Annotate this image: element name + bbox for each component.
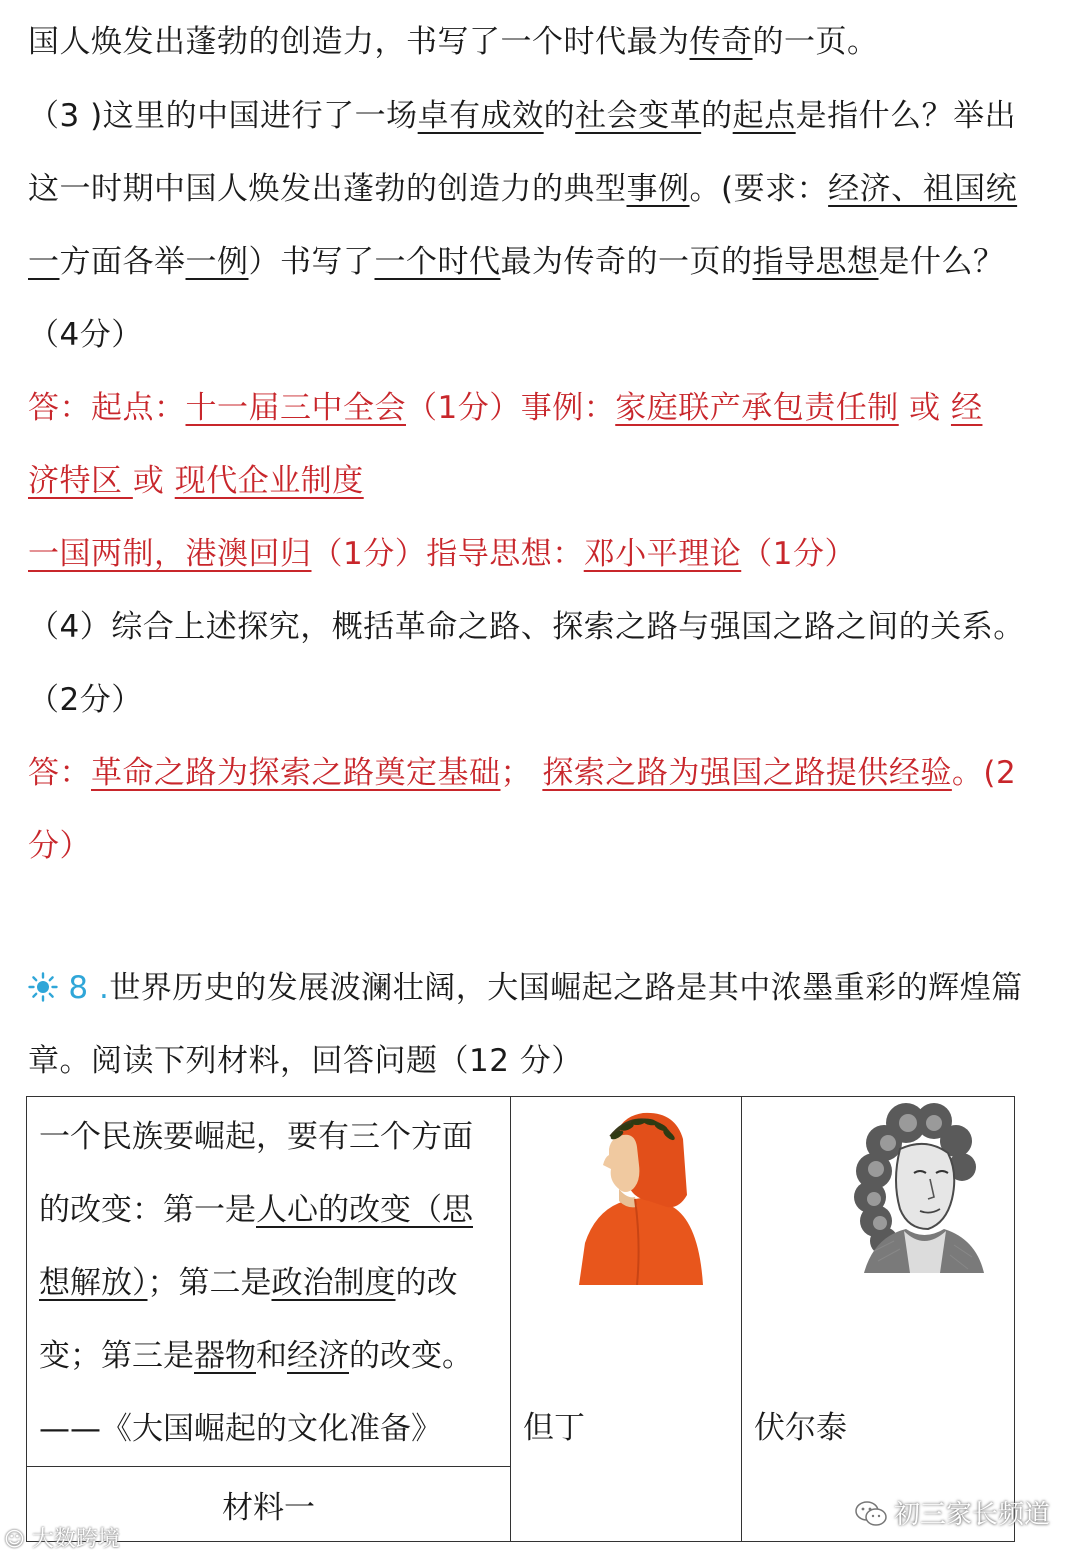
- underlined-text: 探索之路为强国之路提供经验: [542, 755, 952, 791]
- score-label: （2分）: [28, 682, 143, 718]
- watermark-left: [4, 1522, 120, 1553]
- text-span: 的: [543, 98, 576, 134]
- text-span: （1分）指导思想：: [311, 536, 584, 572]
- text-span: 是指什么？举出: [795, 98, 1017, 134]
- underlined-text: 济特区: [28, 463, 133, 499]
- text-span: 这一时期中国人焕发出蓬勃的创造力的典型: [28, 171, 627, 207]
- text-span: 的改变。: [349, 1338, 473, 1374]
- underlined-text: 政治制度: [271, 1265, 396, 1301]
- watermark-text: 大数跨境: [31, 1527, 120, 1552]
- underlined-text: 革命之路为探索之路奠定基础: [91, 755, 501, 791]
- voltaire-cell: [742, 1097, 1015, 1542]
- text-span: 的一页。: [752, 24, 879, 60]
- score-label: （4分）: [28, 317, 143, 353]
- answer-line: [28, 753, 1016, 793]
- quote-line: [39, 1174, 500, 1247]
- dante-portrait: [575, 1103, 705, 1285]
- question-8-line: [28, 968, 1023, 1008]
- underlined-text: 起点: [732, 98, 796, 134]
- text-span: ——《大国崛起的文化准备》: [39, 1411, 442, 1447]
- wechat-icon: [854, 1500, 888, 1528]
- underlined-text: 一例: [185, 244, 249, 280]
- quote-line: [39, 1320, 500, 1393]
- person-name-dante: 但丁: [523, 1410, 585, 1446]
- question-number-separator: .: [88, 970, 110, 1006]
- underlined-text: 事例: [626, 171, 690, 207]
- text-span: 国人焕发出蓬勃的创造力，书写了一个时代最为: [28, 24, 690, 60]
- quote-line: [39, 1101, 500, 1174]
- underlined-text: 想解放）: [39, 1265, 148, 1301]
- text-span: 或: [898, 390, 951, 426]
- watermark-text: 初三家长频道: [893, 1500, 1050, 1530]
- underlined-text: 一个时代: [374, 244, 501, 280]
- text-span: 变；第三是: [39, 1338, 194, 1374]
- text-span: 和: [256, 1338, 287, 1374]
- text-span: 或: [132, 463, 175, 499]
- answer-line: [28, 534, 856, 574]
- voltaire-portrait: [844, 1101, 990, 1273]
- text-span: ）书写了: [248, 244, 375, 280]
- material-label: 材料一: [27, 1467, 511, 1542]
- quote-cell: [27, 1097, 511, 1467]
- underlined-text: 指导思想: [752, 244, 879, 280]
- underlined-text: 社会变革: [575, 98, 702, 134]
- watermark-right: [854, 1494, 1050, 1531]
- dante-cell: [511, 1097, 742, 1542]
- text-span: （1分）: [741, 536, 856, 572]
- underlined-text: 经: [950, 390, 983, 426]
- answer-line: [28, 461, 364, 501]
- watermark-icon: ☺: [4, 1527, 25, 1551]
- text-line: [28, 242, 1005, 282]
- material-table: [26, 1096, 1015, 1542]
- text-span: 。(要求：: [689, 171, 829, 207]
- text-span: 答：: [28, 755, 91, 791]
- underlined-text: 人心的改变（思: [256, 1192, 473, 1228]
- text-span: 答：起点：: [28, 390, 186, 426]
- answer-line: 分）: [28, 828, 91, 864]
- person-name-voltaire: 伏尔泰: [754, 1410, 847, 1446]
- text-span: 的改: [395, 1265, 458, 1301]
- text-span: （1分）事例：: [406, 390, 616, 426]
- underlined-text: 邓小平理论: [583, 536, 742, 572]
- text-span: 世界历史的发展波澜壮阔，大国崛起之路是其中浓墨重彩的辉煌篇: [109, 970, 1023, 1006]
- text-span: （3 )这里的中国进行了一场: [28, 98, 418, 134]
- underlined-text: 现代企业制度: [174, 463, 364, 499]
- underlined-text: 家庭联产承包责任制: [615, 390, 899, 426]
- underlined-text: 经济: [287, 1338, 349, 1374]
- text-line: [28, 169, 1017, 209]
- text-span: 是什么？: [878, 244, 1005, 280]
- question-3-line: [28, 96, 1016, 136]
- text-span: 的改变：第一是: [39, 1192, 256, 1228]
- text-span: 的: [701, 98, 733, 134]
- underlined-text: 经济、祖国统: [828, 171, 1018, 207]
- text-span: 。(2: [951, 755, 1017, 791]
- question-4-line: （4）综合上述探究，概括革命之路、探索之路与强国之路之间的关系。: [28, 609, 1025, 645]
- text-line: [28, 22, 879, 62]
- quote-source: [39, 1393, 500, 1466]
- text-line: 章。阅读下列材料，回答问题（12 分）: [28, 1043, 583, 1079]
- underlined-text: 一国两制，港澳回归: [28, 536, 312, 572]
- quote-line: [39, 1247, 500, 1320]
- underlined-text: 传奇: [689, 24, 753, 60]
- text-span: ；: [500, 755, 543, 791]
- underlined-text: 卓有成效: [417, 98, 544, 134]
- underlined-text: 器物: [194, 1338, 256, 1374]
- sun-icon: [28, 970, 68, 1006]
- underlined-text: 一: [28, 244, 60, 280]
- underlined-text: 十一届三中全会: [185, 390, 406, 426]
- question-number: 8: [68, 970, 89, 1006]
- text-span: 方面各举: [59, 244, 186, 280]
- answer-line: [28, 388, 982, 428]
- text-span: ；第二是: [147, 1265, 272, 1301]
- text-span: 一个民族要崛起，要有三个方面: [39, 1119, 473, 1155]
- text-span: 最为传奇的一页的: [500, 244, 753, 280]
